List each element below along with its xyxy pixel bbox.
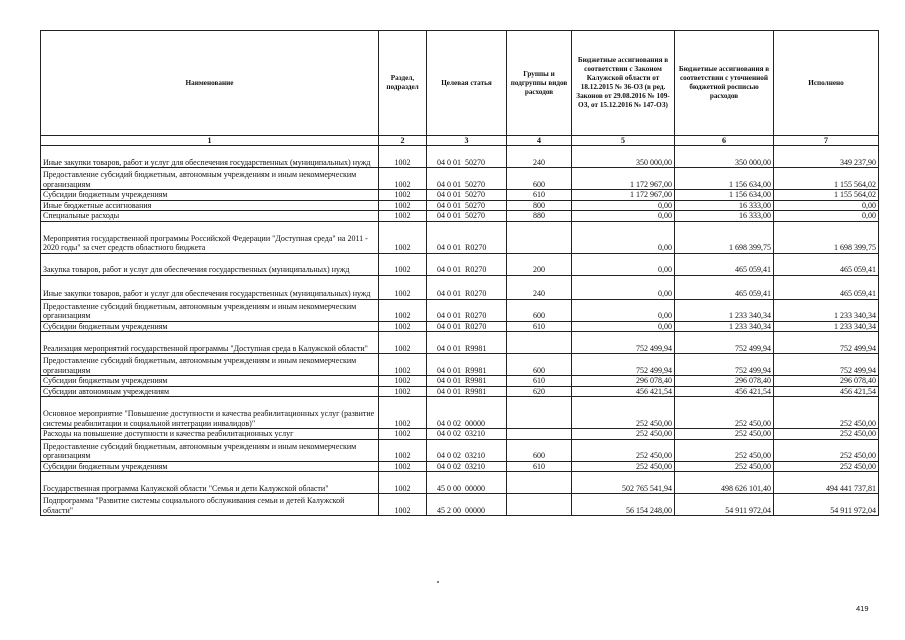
colnum: 5 bbox=[572, 136, 675, 146]
row-refined-alloc: 465 059,41 bbox=[675, 253, 774, 275]
row-law-alloc: 456 421,54 bbox=[572, 386, 675, 397]
row-group bbox=[507, 332, 572, 354]
row-section: 1002 bbox=[379, 299, 427, 321]
row-law-alloc: 56 154 248,00 bbox=[572, 494, 675, 516]
row-group: 610 bbox=[507, 190, 572, 201]
budget-table bbox=[40, 30, 879, 516]
table-row bbox=[41, 190, 879, 201]
row-name: Мероприятия государственной программы Российской Федерации "Доступная среда" на 2011 - 2020 годы" за счет средств областного бюджета bbox=[41, 221, 379, 253]
row-name: Иные бюджетные ассигнования bbox=[41, 200, 379, 211]
row-target: 04 0 02 03210 bbox=[427, 429, 507, 440]
table-row bbox=[41, 376, 879, 387]
header-section: Раздел, подраздел bbox=[379, 31, 427, 136]
row-section: 1002 bbox=[379, 461, 427, 472]
row-group: 600 bbox=[507, 354, 572, 376]
row-target: 04 0 02 03210 bbox=[427, 461, 507, 472]
row-law-alloc: 0,00 bbox=[572, 253, 675, 275]
row-law-alloc: 0,00 bbox=[572, 221, 675, 253]
table-row bbox=[41, 321, 879, 332]
table-row bbox=[41, 211, 879, 222]
table-row bbox=[41, 429, 879, 440]
row-executed: 456 421,54 bbox=[774, 386, 879, 397]
row-executed: 465 059,41 bbox=[774, 275, 879, 299]
row-section: 1002 bbox=[379, 275, 427, 299]
row-refined-alloc: 1 233 340,34 bbox=[675, 299, 774, 321]
table-row bbox=[41, 200, 879, 211]
row-executed: 252 450,00 bbox=[774, 397, 879, 429]
table-row bbox=[41, 221, 879, 253]
header-executed: Исполнено bbox=[774, 31, 879, 136]
row-section: 1002 bbox=[379, 376, 427, 387]
row-name: Основное мероприятие "Повышение доступности и качества реабилитационных услуг (развитие системы реабилитации и социальной интеграции инвалидов)" bbox=[41, 397, 379, 429]
table-body bbox=[41, 146, 879, 516]
row-name: Предоставление субсидий бюджетным, автономным учреждениям и иным некоммерческим организациям bbox=[41, 299, 379, 321]
row-name: Субсидии бюджетным учреждениям bbox=[41, 461, 379, 472]
row-target: 04 0 01 R0270 bbox=[427, 221, 507, 253]
row-executed: 1 155 564,02 bbox=[774, 190, 879, 201]
row-law-alloc: 252 450,00 bbox=[572, 397, 675, 429]
row-law-alloc: 1 172 967,00 bbox=[572, 168, 675, 190]
row-executed: 1 698 399,75 bbox=[774, 221, 879, 253]
row-refined-alloc: 498 626 101,40 bbox=[675, 472, 774, 494]
row-target: 04 0 01 50270 bbox=[427, 190, 507, 201]
row-refined-alloc: 252 450,00 bbox=[675, 429, 774, 440]
row-law-alloc: 1 172 967,00 bbox=[572, 190, 675, 201]
row-group bbox=[507, 429, 572, 440]
row-refined-alloc: 752 499,94 bbox=[675, 354, 774, 376]
page-number: 419 bbox=[856, 604, 869, 613]
row-group: 610 bbox=[507, 321, 572, 332]
row-name: Подпрограмма "Развитие системы социального обслуживания семьи и детей Калужской области" bbox=[41, 494, 379, 516]
row-law-alloc: 0,00 bbox=[572, 200, 675, 211]
row-name: Расходы на повышение доступности и качества реабилитационных услуг bbox=[41, 429, 379, 440]
row-refined-alloc: 1 156 634,00 bbox=[675, 168, 774, 190]
row-group: 600 bbox=[507, 299, 572, 321]
row-name: Государственная программа Калужской области "Семья и дети Калужской области" bbox=[41, 472, 379, 494]
row-refined-alloc: 252 450,00 bbox=[675, 461, 774, 472]
table-row bbox=[41, 299, 879, 321]
row-name: Специальные расходы bbox=[41, 211, 379, 222]
row-group: 200 bbox=[507, 253, 572, 275]
row-law-alloc: 752 499,94 bbox=[572, 354, 675, 376]
row-section: 1002 bbox=[379, 472, 427, 494]
row-target: 04 0 01 R0270 bbox=[427, 253, 507, 275]
row-refined-alloc: 752 499,94 bbox=[675, 332, 774, 354]
row-group bbox=[507, 494, 572, 516]
row-law-alloc: 252 450,00 bbox=[572, 439, 675, 461]
row-executed: 465 059,41 bbox=[774, 253, 879, 275]
row-executed: 349 237,90 bbox=[774, 146, 879, 168]
row-law-alloc: 252 450,00 bbox=[572, 429, 675, 440]
row-refined-alloc: 350 000,00 bbox=[675, 146, 774, 168]
table-row bbox=[41, 386, 879, 397]
colnum: 7 bbox=[774, 136, 879, 146]
colnum: 3 bbox=[427, 136, 507, 146]
row-refined-alloc: 1 156 634,00 bbox=[675, 190, 774, 201]
row-law-alloc: 0,00 bbox=[572, 299, 675, 321]
row-refined-alloc: 1 698 399,75 bbox=[675, 221, 774, 253]
row-refined-alloc: 456 421,54 bbox=[675, 386, 774, 397]
colnum: 1 bbox=[41, 136, 379, 146]
row-law-alloc: 296 078,40 bbox=[572, 376, 675, 387]
table-row bbox=[41, 397, 879, 429]
row-section: 1002 bbox=[379, 146, 427, 168]
row-group: 880 bbox=[507, 211, 572, 222]
header-name: Наименование bbox=[41, 31, 379, 136]
row-law-alloc: 252 450,00 bbox=[572, 461, 675, 472]
row-executed: 752 499,94 bbox=[774, 354, 879, 376]
row-target: 04 0 01 R9981 bbox=[427, 376, 507, 387]
row-group: 600 bbox=[507, 439, 572, 461]
header-law-alloc: Бюджетные ассигнования в соответствии с Законом Калужской области от 18.12.2015 № 36-ОЗ (в ред. Законов от 29.08.2016 № 109-ОЗ, от 15.12.2016 № 147-ОЗ) bbox=[572, 31, 675, 136]
row-refined-alloc: 252 450,00 bbox=[675, 397, 774, 429]
row-executed: 0,00 bbox=[774, 200, 879, 211]
row-name: Иные закупки товаров, работ и услуг для обеспечения государственных (муниципальных) нужд bbox=[41, 275, 379, 299]
row-name: Иные закупки товаров, работ и услуг для обеспечения государственных (муниципальных) нужд bbox=[41, 146, 379, 168]
row-target: 04 0 01 50270 bbox=[427, 211, 507, 222]
row-executed: 296 078,40 bbox=[774, 376, 879, 387]
row-section: 1002 bbox=[379, 386, 427, 397]
table-row bbox=[41, 439, 879, 461]
column-number-row bbox=[41, 136, 879, 146]
row-section: 1002 bbox=[379, 429, 427, 440]
table-row bbox=[41, 275, 879, 299]
row-group: 610 bbox=[507, 461, 572, 472]
row-target: 04 0 01 R0270 bbox=[427, 299, 507, 321]
row-group: 800 bbox=[507, 200, 572, 211]
row-section: 1002 bbox=[379, 321, 427, 332]
row-name: Предоставление субсидий бюджетным, автономным учреждениям и иным некоммерческим организациям bbox=[41, 354, 379, 376]
table-row bbox=[41, 354, 879, 376]
row-law-alloc: 502 765 541,94 bbox=[572, 472, 675, 494]
row-name: Субсидии автономным учреждениям bbox=[41, 386, 379, 397]
row-group: 610 bbox=[507, 376, 572, 387]
row-name: Предоставление субсидий бюджетным, автономным учреждениям и иным некоммерческим организациям bbox=[41, 439, 379, 461]
row-refined-alloc: 252 450,00 bbox=[675, 439, 774, 461]
header-target: Целевая статья bbox=[427, 31, 507, 136]
row-target: 04 0 01 R9981 bbox=[427, 386, 507, 397]
row-target: 45 0 00 00000 bbox=[427, 472, 507, 494]
row-section: 1002 bbox=[379, 332, 427, 354]
row-section: 1002 bbox=[379, 397, 427, 429]
row-target: 04 0 01 R9981 bbox=[427, 332, 507, 354]
row-law-alloc: 0,00 bbox=[572, 275, 675, 299]
row-target: 04 0 01 50270 bbox=[427, 200, 507, 211]
row-executed: 0,00 bbox=[774, 211, 879, 222]
row-section: 1002 bbox=[379, 439, 427, 461]
row-group bbox=[507, 472, 572, 494]
row-target: 04 0 01 50270 bbox=[427, 168, 507, 190]
row-refined-alloc: 16 333,00 bbox=[675, 200, 774, 211]
row-executed: 1 155 564,02 bbox=[774, 168, 879, 190]
row-law-alloc: 350 000,00 bbox=[572, 146, 675, 168]
row-executed: 494 441 737,81 bbox=[774, 472, 879, 494]
table-row bbox=[41, 494, 879, 516]
row-section: 1002 bbox=[379, 200, 427, 211]
row-name: Субсидии бюджетным учреждениям bbox=[41, 321, 379, 332]
row-section: 1002 bbox=[379, 253, 427, 275]
row-target: 04 0 02 03210 bbox=[427, 439, 507, 461]
colnum: 4 bbox=[507, 136, 572, 146]
colnum: 2 bbox=[379, 136, 427, 146]
scan-dot bbox=[437, 581, 439, 583]
row-group bbox=[507, 397, 572, 429]
row-target: 04 0 02 00000 bbox=[427, 397, 507, 429]
header-refined-alloc: Бюджетные ассигнования в соответствии с уточненной бюджетной росписью расходов bbox=[675, 31, 774, 136]
row-group: 240 bbox=[507, 275, 572, 299]
table-row bbox=[41, 253, 879, 275]
row-name: Предоставление субсидий бюджетным, автономным учреждениям и иным некоммерческим организациям bbox=[41, 168, 379, 190]
row-target: 04 0 01 50270 bbox=[427, 146, 507, 168]
row-section: 1002 bbox=[379, 494, 427, 516]
row-name: Субсидии бюджетным учреждениям bbox=[41, 190, 379, 201]
row-section: 1002 bbox=[379, 354, 427, 376]
row-refined-alloc: 1 233 340,34 bbox=[675, 321, 774, 332]
table-row bbox=[41, 332, 879, 354]
row-executed: 752 499,94 bbox=[774, 332, 879, 354]
table-row bbox=[41, 168, 879, 190]
header-groups: Группы и подгруппы видов расходов bbox=[507, 31, 572, 136]
row-target: 45 2 00 00000 bbox=[427, 494, 507, 516]
header-row bbox=[41, 31, 879, 136]
table-row bbox=[41, 146, 879, 168]
row-name: Закупка товаров, работ и услуг для обеспечения государственных (муниципальных) нужд bbox=[41, 253, 379, 275]
row-name: Субсидии бюджетным учреждениям bbox=[41, 376, 379, 387]
row-law-alloc: 0,00 bbox=[572, 211, 675, 222]
table-row bbox=[41, 461, 879, 472]
row-refined-alloc: 16 333,00 bbox=[675, 211, 774, 222]
row-executed: 54 911 972,04 bbox=[774, 494, 879, 516]
row-law-alloc: 0,00 bbox=[572, 321, 675, 332]
row-law-alloc: 752 499,94 bbox=[572, 332, 675, 354]
row-executed: 1 233 340,34 bbox=[774, 321, 879, 332]
row-executed: 1 233 340,34 bbox=[774, 299, 879, 321]
row-group: 600 bbox=[507, 168, 572, 190]
colnum: 6 bbox=[675, 136, 774, 146]
row-refined-alloc: 465 059,41 bbox=[675, 275, 774, 299]
row-executed: 252 450,00 bbox=[774, 461, 879, 472]
row-executed: 252 450,00 bbox=[774, 429, 879, 440]
row-section: 1002 bbox=[379, 168, 427, 190]
row-section: 1002 bbox=[379, 211, 427, 222]
row-section: 1002 bbox=[379, 221, 427, 253]
row-executed: 252 450,00 bbox=[774, 439, 879, 461]
row-group bbox=[507, 221, 572, 253]
row-target: 04 0 01 R0270 bbox=[427, 275, 507, 299]
table-row bbox=[41, 472, 879, 494]
row-group: 240 bbox=[507, 146, 572, 168]
row-group: 620 bbox=[507, 386, 572, 397]
row-refined-alloc: 54 911 972,04 bbox=[675, 494, 774, 516]
row-refined-alloc: 296 078,40 bbox=[675, 376, 774, 387]
row-target: 04 0 01 R9981 bbox=[427, 354, 507, 376]
row-target: 04 0 01 R0270 bbox=[427, 321, 507, 332]
row-name: Реализация мероприятий государственной программы "Доступная среда в Калужской области" bbox=[41, 332, 379, 354]
row-section: 1002 bbox=[379, 190, 427, 201]
